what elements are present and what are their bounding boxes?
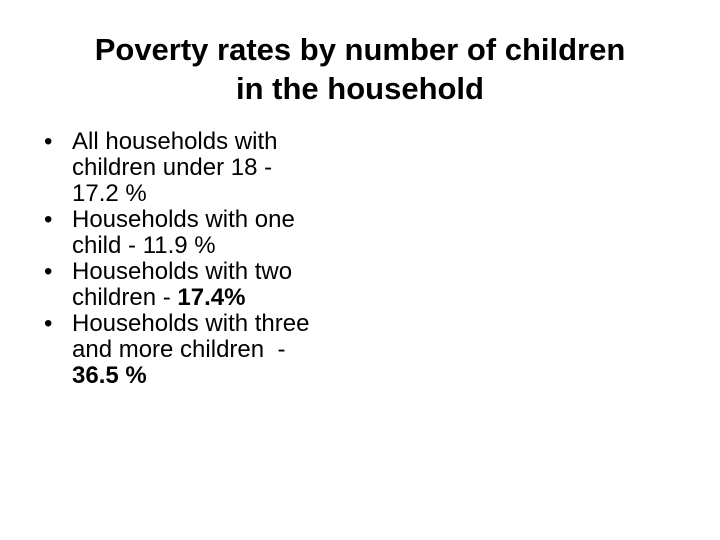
bullet-value: 36.5 % (72, 362, 147, 389)
bullet-dot-icon: • (44, 258, 53, 285)
bullet-value: 17.2 % (72, 180, 147, 207)
bullet-text-line: Households with two (72, 258, 293, 285)
bullet-text-line: children under 18 - (72, 154, 273, 181)
bullet-dot-icon: • (44, 128, 53, 155)
bullet-item-three-children (44, 311, 384, 389)
bullet-item-one-child (44, 207, 384, 259)
bullet-text-prefix: children - (72, 284, 178, 311)
bullet-text-line: All households with (72, 128, 278, 155)
bullet-text-line: child - 11.9 % (72, 232, 216, 259)
bullet-dot-icon: • (44, 310, 53, 337)
bullet-item-two-children (44, 259, 384, 311)
slide-title (0, 30, 720, 108)
bullet-item-all-households (44, 129, 384, 207)
bullet-dot-icon: • (44, 206, 53, 233)
bullet-text-line: Households with one (72, 206, 295, 233)
bullet-list (44, 129, 384, 389)
slide-title-line-2: in the household (236, 71, 484, 106)
bullet-text-line: and more children - (72, 336, 286, 363)
slide-title-line-1: Poverty rates by number of children (94, 32, 626, 67)
bullet-text-line (72, 285, 384, 311)
bullet-text-line: Households with three (72, 310, 310, 337)
bullet-value: 17.4% (177, 284, 246, 311)
